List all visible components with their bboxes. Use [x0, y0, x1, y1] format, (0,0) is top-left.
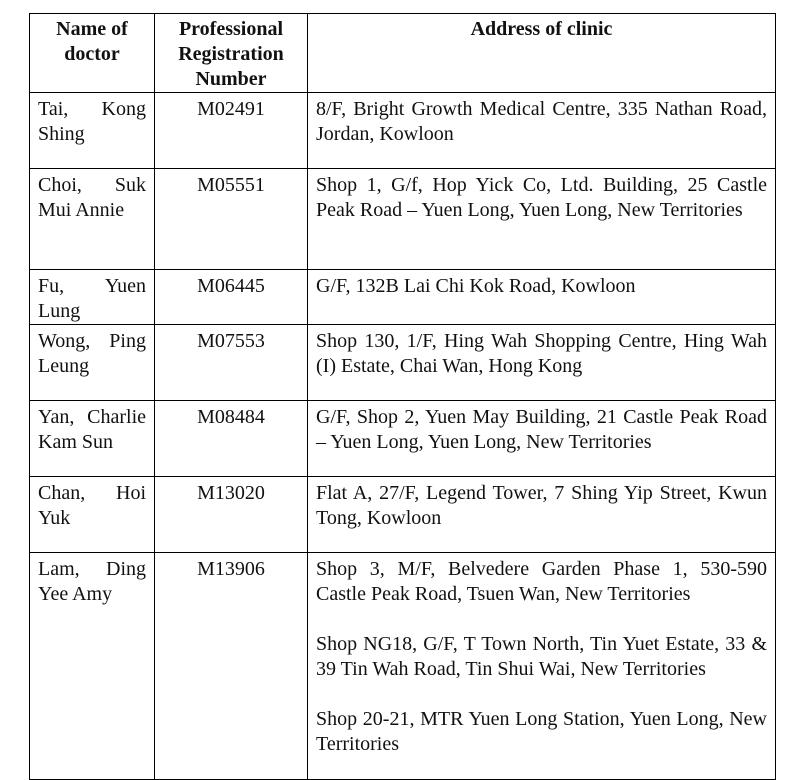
- registration-number-cell: M05551: [155, 169, 308, 270]
- clinic-address: Shop NG18, G/F, T Town North, Tin Yuet Estate, 33 & 39 Tin Wah Road, Tin Shui Wai, New Territories: [316, 633, 767, 680]
- clinic-address: Shop 3, M/F, Belvedere Garden Phase 1, 530-590 Castle Peak Road, Tsuen Wan, New Territories: [316, 558, 767, 605]
- clinic-address: Flat A, 27/F, Legend Tower, 7 Shing Yip Street, Kwun Tong, Kowloon: [316, 482, 767, 529]
- clinic-address-cell: [308, 270, 776, 325]
- clinic-address: G/F, Shop 2, Yuen May Building, 21 Castle Peak Road – Yuen Long, Yuen Long, New Territories: [316, 406, 767, 453]
- doctor-name-cell: [30, 169, 155, 270]
- doctor-name-cell: [30, 401, 155, 477]
- header-registration-number: Professional Registration Number: [155, 14, 308, 93]
- clinic-address: Shop 20-21, MTR Yuen Long Station, Yuen Long, New Territories: [316, 708, 767, 755]
- clinic-address-cell: [308, 169, 776, 270]
- clinic-address: G/F, 132B Lai Chi Kok Road, Kowloon: [316, 275, 636, 297]
- table-row: [30, 270, 776, 325]
- registration-number-cell: M07553: [155, 325, 308, 401]
- table-row: [30, 325, 776, 401]
- clinic-address: 8/F, Bright Growth Medical Centre, 335 Nathan Road, Jordan, Kowloon: [316, 98, 767, 145]
- registration-number-cell: M13020: [155, 477, 308, 553]
- header-name-of-doctor: Name of doctor: [30, 14, 155, 93]
- doctor-name: Fu, Yuen Lung: [38, 275, 146, 322]
- clinic-address: Shop 130, 1/F, Hing Wah Shopping Centre, Hing Wah (I) Estate, Chai Wan, Hong Kong: [316, 330, 767, 377]
- doctor-name-cell: [30, 553, 155, 780]
- clinic-address-cell: [308, 325, 776, 401]
- doctor-name: Lam, Ding Yee Amy: [38, 558, 146, 605]
- table-row: [30, 93, 776, 169]
- doctor-name: Yan, Charlie Kam Sun: [38, 406, 146, 453]
- doctor-name-cell: [30, 477, 155, 553]
- doctor-name: Chan, Hoi Yuk: [38, 482, 146, 529]
- clinic-address-cell: [308, 553, 776, 780]
- registration-number-cell: M02491: [155, 93, 308, 169]
- registration-number-cell: M13906: [155, 553, 308, 780]
- table-header-row: [30, 14, 776, 93]
- clinic-address: Shop 1, G/f, Hop Yick Co, Ltd. Building, 25 Castle Peak Road – Yuen Long, Yuen Long, New Territories: [316, 174, 767, 221]
- doctor-name: Choi, Suk Mui Annie: [38, 174, 146, 221]
- clinic-address-cell: [308, 401, 776, 477]
- registration-number-cell: M06445: [155, 270, 308, 325]
- clinic-address-cell: [308, 477, 776, 553]
- table-row: [30, 553, 776, 780]
- doctor-name: Wong, Ping Leung: [38, 330, 146, 377]
- table-row: [30, 169, 776, 270]
- doctor-name-cell: [30, 270, 155, 325]
- doctor-name: Tai, Kong Shing: [38, 98, 146, 145]
- doctor-name-cell: [30, 325, 155, 401]
- table-row: [30, 477, 776, 553]
- registration-number-cell: M08484: [155, 401, 308, 477]
- doctors-table: [29, 13, 776, 780]
- doctor-name-cell: [30, 93, 155, 169]
- table-row: [30, 401, 776, 477]
- header-address-of-clinic: Address of clinic: [308, 14, 776, 93]
- clinic-address-cell: [308, 93, 776, 169]
